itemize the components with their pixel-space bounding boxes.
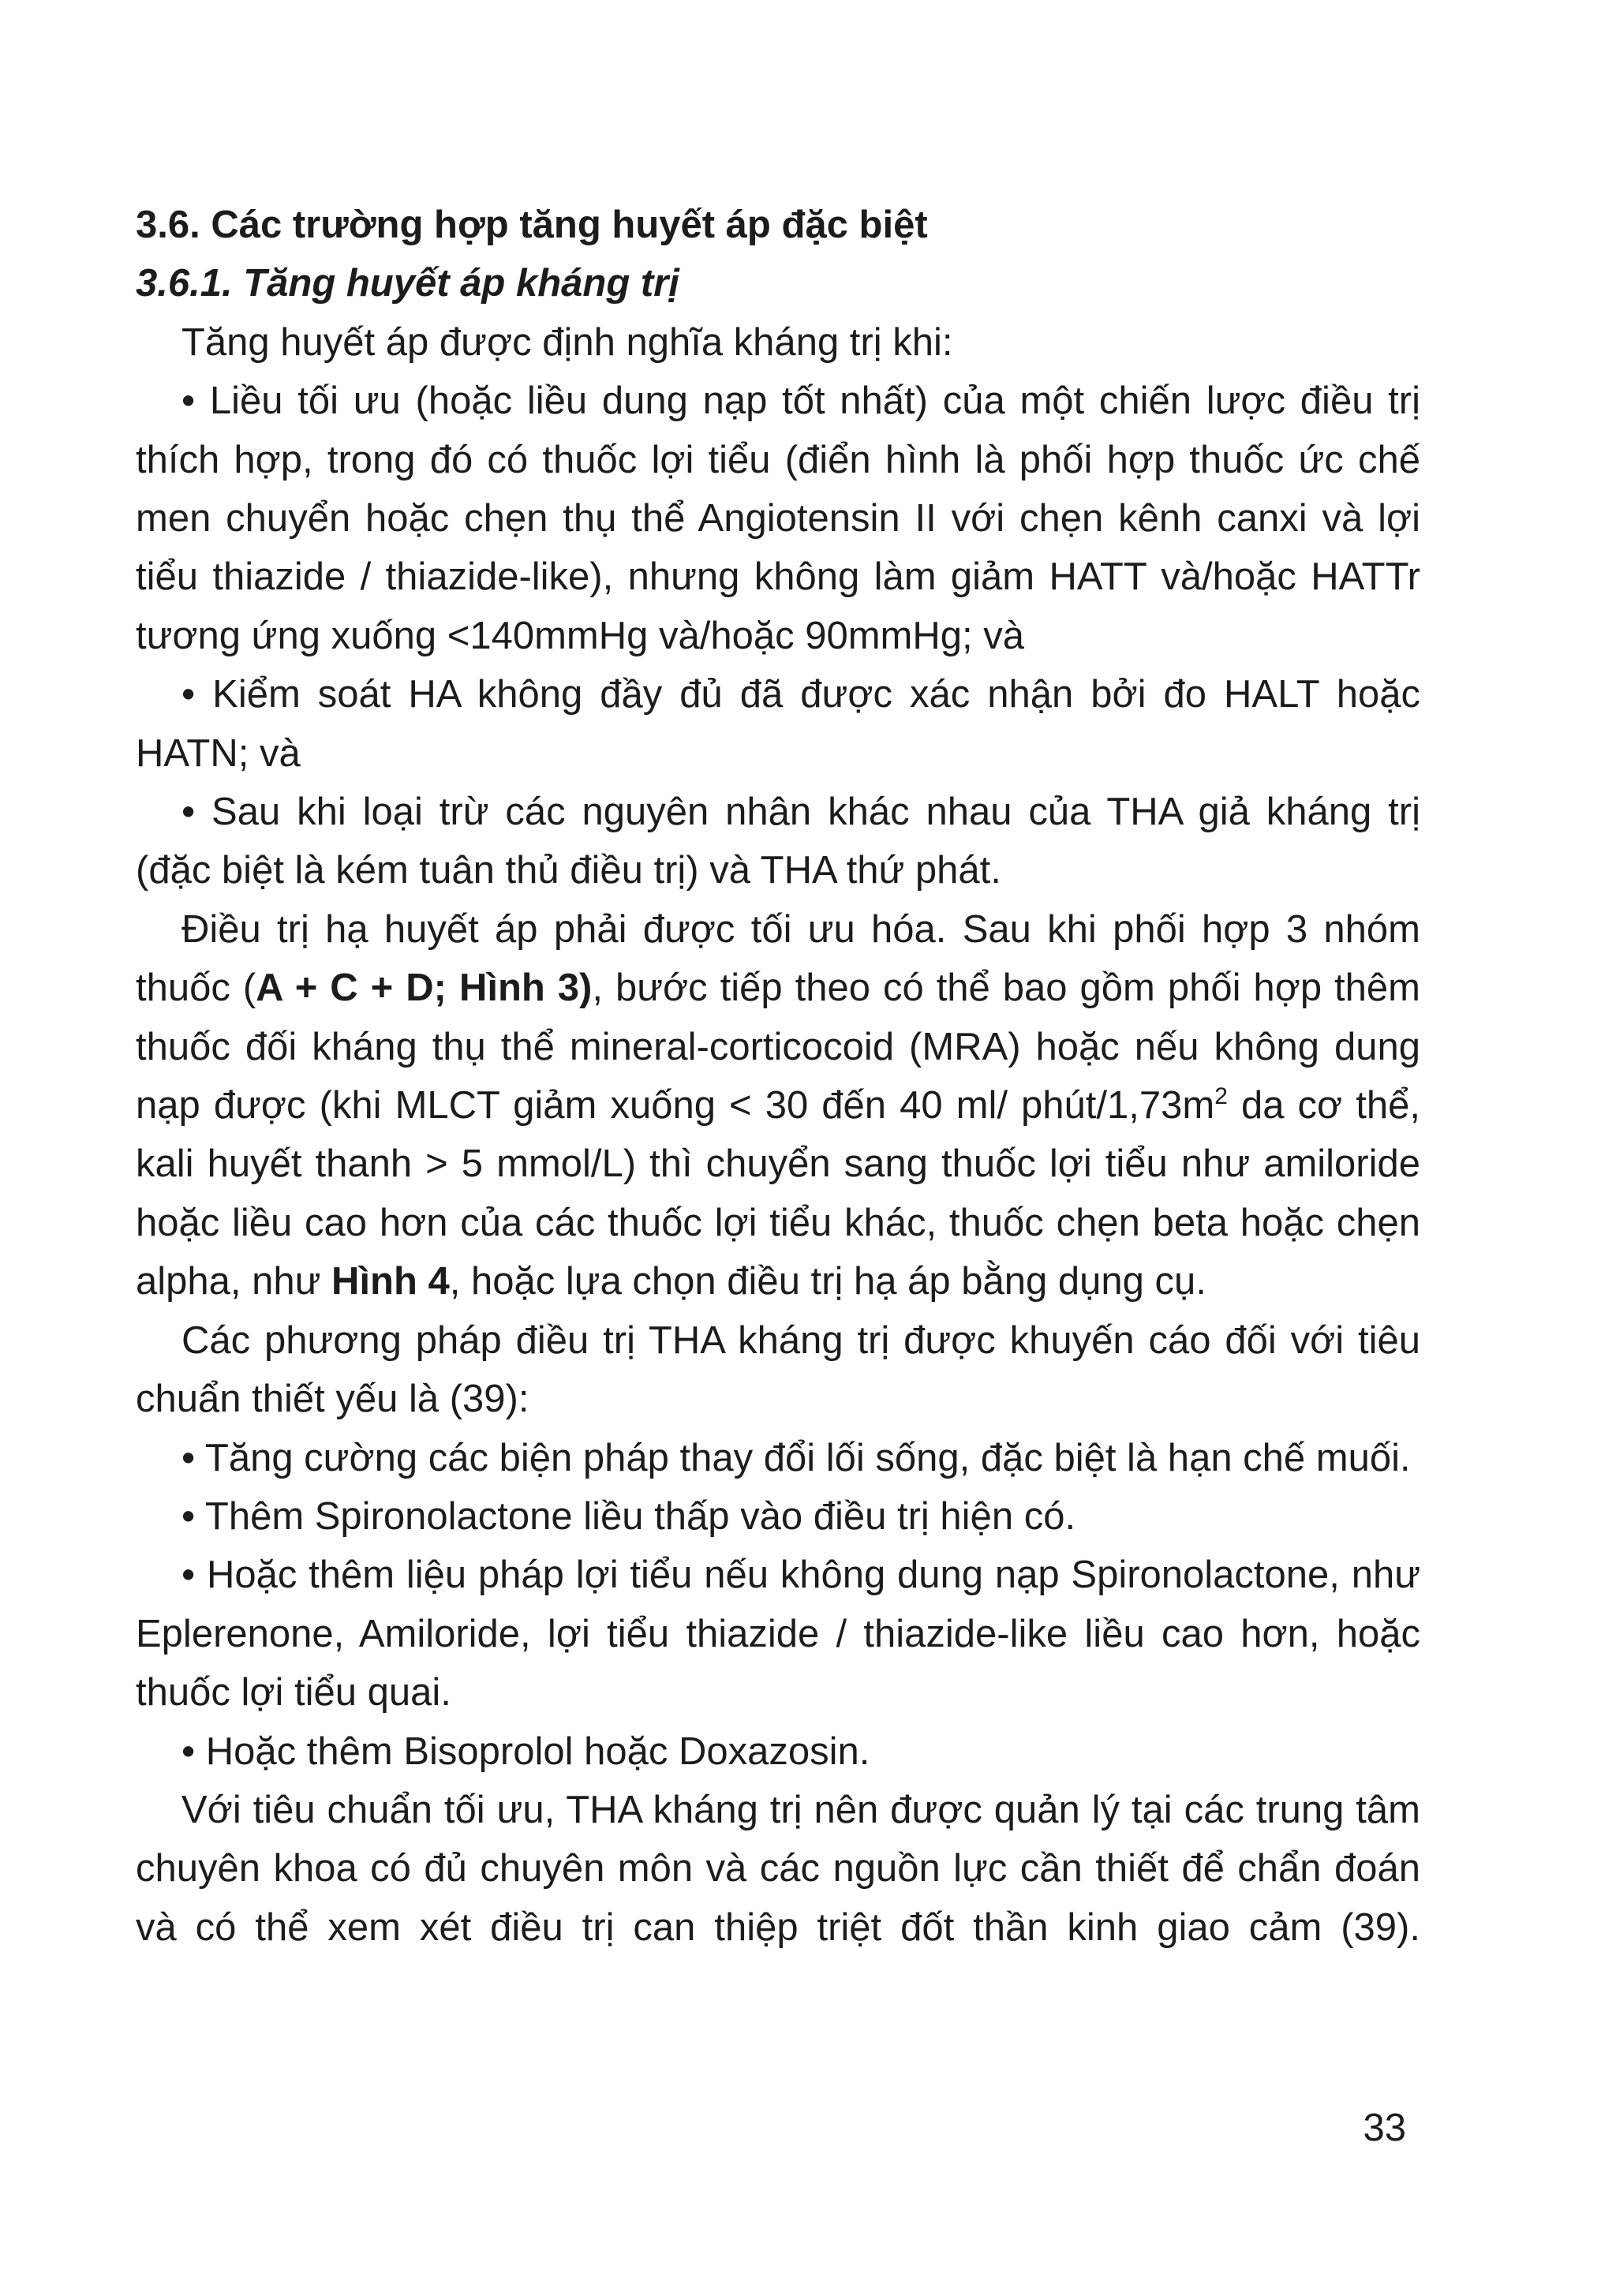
superscript: 2 — [1214, 1083, 1228, 1110]
text-segment: Điều trị hạ huyết áp phải được tối ưu hóa. Sau khi phối hợp 3 nhóm thuốc ( — [136, 907, 1420, 1010]
paragraph-definition-intro: Tăng huyết áp được định nghĩa kháng trị khi: — [181, 320, 953, 364]
bold-reference: A + C + D; Hình 3) — [256, 967, 593, 1010]
bullet-optimal-dose: • Liều tối ưu (hoặc liều dung nạp tốt nhất) của một chiến lược điều trị thích hợp, trong đó có thuốc lợi tiểu (điển hình là phối hợp thuốc ức chế men chuyển hoặc chẹn thụ thể Angiotensin II với chẹn kênh canxi và lợi tiểu thiazide / thiazide-like), nhưng không làm giảm HATT và/hoặc HATTr tương ứng xuống <140mmHg và/hoặc 90mmHg; và — [136, 380, 1420, 657]
bullet-spironolactone: • Thêm Spironolactone liều thấp vào điều trị hiện có. — [181, 1494, 1076, 1538]
bullet-lifestyle: • Tăng cường các biện pháp thay đổi lối sống, đặc biệt là hạn chế muối. — [181, 1436, 1411, 1479]
bullet-diuretic-alternative: • Hoặc thêm liệu pháp lợi tiểu nếu không dung nạp Spironolactone, như Eplerenone, Amiloride, lợi tiểu thiazide / thiazide-like liều cao hơn, hoặc thuốc lợi tiểu quai. — [136, 1554, 1420, 1715]
text-segment: , hoặc lựa chọn điều trị hạ áp bằng dụng cụ. — [449, 1260, 1206, 1303]
bullet-exclude-causes: • Sau khi loại trừ các nguyên nhân khác nhau của THA giả kháng trị (đặc biệt là kém tuân thủ điều trị) và THA thứ phát. — [136, 791, 1420, 892]
page-number: 33 — [1363, 2107, 1406, 2149]
paragraph-treatment-optimization — [136, 900, 1420, 1311]
bullet-bisoprolol: • Hoặc thêm Bisoprolol hoặc Doxazosin. — [181, 1729, 870, 1773]
paragraph-optimal-standard: Với tiêu chuẩn tối ưu, THA kháng trị nên được quản lý tại các trung tâm chuyên khoa có đủ chuyên môn và các nguồn lực cần thiết để chẩn đoán và có thể xem xét điều trị can thiệp triệt đốt thần kinh giao cảm (39). — [136, 1788, 1420, 1949]
subsection-heading: 3.6.1. Tăng huyết áp kháng trị — [136, 262, 679, 305]
text-segment: da cơ thể, kali huyết thanh > 5 mmol/L) thì chuyển sang thuốc lợi tiểu như amiloride hoặc liều cao hơn của các thuốc lợi tiểu khác, thuốc chẹn beta hoặc chẹn alpha, như — [136, 1084, 1420, 1303]
text-segment: , bước tiếp theo có thể bao gồm phối hợp thêm thuốc đối kháng thụ thể mineral-corticocoid (MRA) hoặc nếu không dung nạp được (khi MLCT giảm xuống < 30 đến 40 ml/ phút/1,73m — [136, 967, 1420, 1127]
bullet-bp-control: • Kiểm soát HA không đầy đủ đã được xác nhận bởi đo HALT hoặc HATN; và — [136, 673, 1420, 775]
paragraph-recommended-methods: Các phương pháp điều trị THA kháng trị được khuyến cáo đối với tiêu chuẩn thiết yếu là (39): — [136, 1318, 1420, 1421]
section-heading: 3.6. Các trường hợp tăng huyết áp đặc biệt — [136, 204, 928, 246]
bold-figure-reference: Hình 4 — [331, 1260, 450, 1303]
page-content — [136, 196, 1420, 1957]
